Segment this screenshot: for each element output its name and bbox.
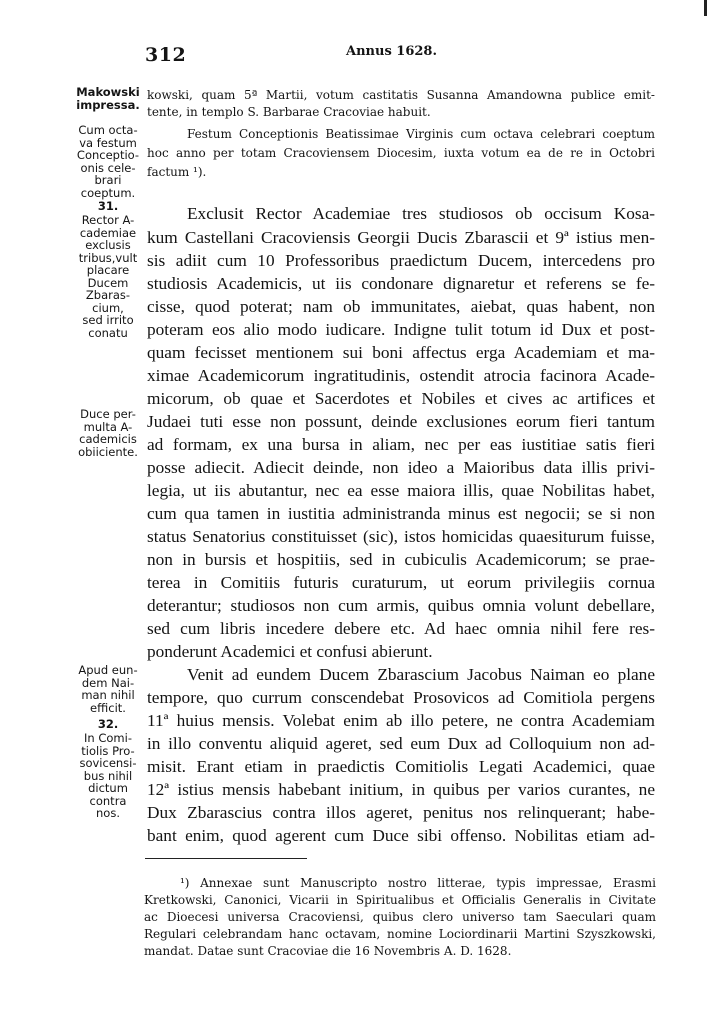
text-line: posse adiecit. Adiecit deinde, non ideo a Maioribus data illis privi- bbox=[147, 458, 655, 477]
margin-note: Rector A- cademiae exclusis tribus,vult placare Ducem Zbaras- cium, sed irrito conatu bbox=[78, 213, 138, 340]
footnote-line: ac Dioecesi universa Cracoviensi, quibus clero universo tam Saeculari quam bbox=[144, 910, 656, 924]
margin-section-number: 32. bbox=[97, 717, 119, 731]
text-line: deterantur; studiosos non cum armis, quibus omnia volunt debellare, bbox=[147, 596, 655, 615]
text-line: Festum Conceptionis Beatissimae Virginis cum octava celebrari coeptum bbox=[187, 127, 655, 141]
text-line: kowski, quam 5ª Martii, votum castitatis Susanna Amandowna publice emit- bbox=[147, 88, 655, 102]
text-line: tempore, quo currum conscendebat Prosovicos ad Comitiola pergens bbox=[147, 688, 655, 707]
text-line: micorum, ob quae et Sacerdotes et Nobiles et cives ac artifices et bbox=[147, 389, 655, 408]
text-line: Judaei tuti esse non possunt, deinde exclusiones eorum fieri tantum bbox=[147, 412, 655, 431]
text-line: hoc anno per totam Cracoviensem Diocesim, iuxta votum ea de re in Octobri bbox=[147, 146, 655, 160]
footnote-line: mandat. Datae sunt Cracoviae die 16 Novembris A. D. 1628. bbox=[144, 944, 512, 958]
footnote-line: ¹) Annexae sunt Manuscripto nostro litterae, typis impressae, Erasmi bbox=[180, 876, 656, 890]
page-number: 312 bbox=[145, 44, 187, 66]
margin-note: Duce per- multa A- cademicis obiiciente. bbox=[78, 407, 138, 459]
text-line: ximae Academicorum ingratitudinis, ostendit atrocia facinora Acade- bbox=[147, 366, 655, 385]
text-line: studiosis Academicis, ut iis condonare dignaretur et referens se fe- bbox=[147, 274, 655, 293]
margin-note: Cum octa- va festum Conceptio- onis cele- brari coeptum. bbox=[76, 123, 140, 200]
text-line: status Senatorius constituisset (sic), istos homicidas quaesiturum fuisse, bbox=[147, 527, 655, 546]
text-line: cum qua tamen in iustitia administranda minus est negocii; se si non bbox=[147, 504, 655, 523]
text-line: sis adiit cum 10 Professoribus praedictum Ducem, intercedens pro bbox=[147, 251, 655, 270]
text-line: terea in Comitiis futuris curaturum, ut eorum privilegiis cornua bbox=[147, 573, 655, 592]
text-line: ponderunt Academici et confusi abierunt. bbox=[147, 642, 433, 661]
running-header: Annus 1628. bbox=[346, 44, 437, 59]
text-line: Exclusit Rector Academiae tres studiosos ob occisum Kosa- bbox=[187, 204, 655, 223]
text-line: tente, in templo S. Barbarae Cracoviae habuit. bbox=[147, 105, 431, 119]
text-line: 12ª istius mensis habebant initium, in quibus per varios curantes, ne bbox=[147, 780, 655, 799]
text-line: quam fecisset mentionem sui boni affectus erga Academiam et ma- bbox=[147, 343, 655, 362]
text-line: poteram eos alio modo iudicare. Indigne tulit totum id Dux et post- bbox=[147, 320, 655, 339]
margin-note: Apud eun- dem Nai- man nihil efficit. bbox=[78, 663, 138, 715]
margin-note: Makowski impressa. bbox=[76, 85, 140, 112]
text-line: 11ª huius mensis. Volebat enim ab illo petere, ne contra Academiam bbox=[147, 711, 655, 730]
margin-section-number: 31. bbox=[97, 199, 119, 213]
text-line: sed cum libris incedere debere etc. Ad haec omnia nihil fere res- bbox=[147, 619, 655, 638]
text-line: cisse, quod poterat; nam ob immunitates, aiebat, quas habent, non bbox=[147, 297, 655, 316]
margin-note: In Comi- tiolis Pro- sovicensi- bus nihil dictum contra nos. bbox=[79, 731, 137, 820]
text-line: ad formam, ex una bursa in aliam, nec per eas iustitiae satis fieri bbox=[147, 435, 655, 454]
text-line: Venit ad eundem Ducem Zbarascium Jacobus Naiman eo plane bbox=[187, 665, 655, 684]
text-line: Dux Zbarascius contra illos ageret, penitus nos relinquerant; habe- bbox=[147, 803, 655, 822]
footnote-rule bbox=[145, 858, 307, 859]
footnote-line: Kretkowski, Canonici, Vicarii in Spiritualibus et Officialis Generalis in Civitate bbox=[144, 893, 656, 907]
text-line: non in bursis et hospitiis, sed in cubiculis Academicorum; se prae- bbox=[147, 550, 655, 569]
text-line: factum ¹). bbox=[147, 165, 207, 179]
footnote-line: Regulari celebrandam hanc octavam, nomine Lociordinarii Martini Szyszkowski, bbox=[144, 927, 656, 941]
text-line: bant enim, quod agerent cum Duce sibi offenso. Nobilitas etiam ad- bbox=[147, 826, 655, 845]
text-line: kum Castellani Cracoviensis Georgii Ducis Zbarascii et 9ª istius men- bbox=[147, 228, 655, 247]
text-line: in illo conventu aliquid ageret, sed eum Dux ad Colloquium non ad- bbox=[147, 734, 655, 753]
scan-corner-mark bbox=[704, 0, 707, 16]
text-line: misit. Erant etiam in praedictis Comitiolis Legati Academici, quae bbox=[147, 757, 655, 776]
text-line: legia, ut iis abutantur, nec ea esse maiora illis, quae Nobilitas habet, bbox=[147, 481, 655, 500]
